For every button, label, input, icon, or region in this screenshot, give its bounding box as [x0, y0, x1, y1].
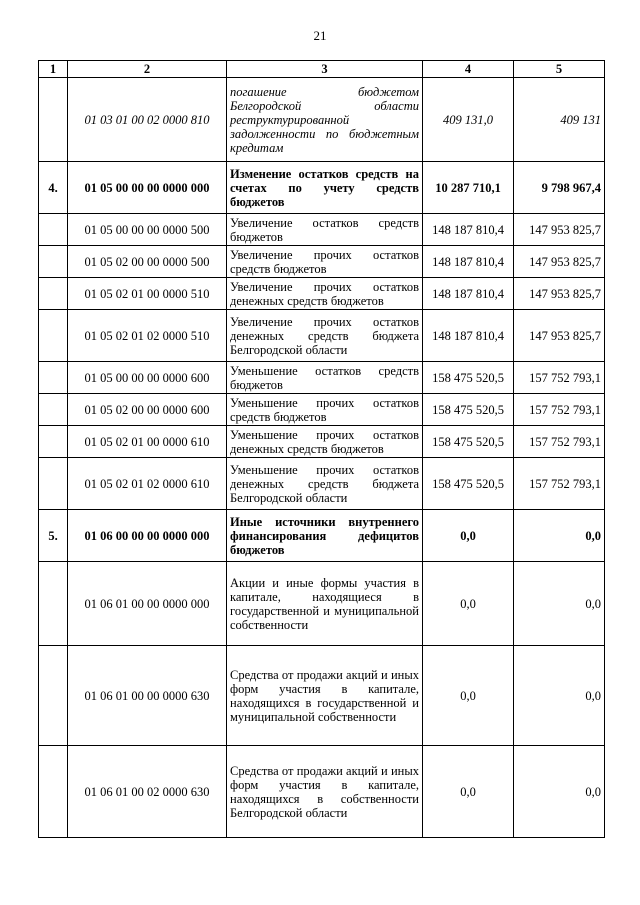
- table-row: [39, 246, 605, 278]
- table-row: [39, 510, 605, 562]
- row-description: Средства от продажи акций и иных форм участия в капитале, находящихся в государственной и муниципальной собственности: [227, 646, 423, 746]
- table-row: [39, 746, 605, 838]
- value-col-4: 158 475 520,5: [423, 458, 514, 510]
- row-number: 5.: [39, 510, 68, 562]
- header-col-5: 5: [514, 61, 605, 78]
- row-number: [39, 746, 68, 838]
- value-col-5: 0,0: [514, 562, 605, 646]
- table-row: [39, 310, 605, 362]
- value-col-5: 157 752 793,1: [514, 458, 605, 510]
- value-col-4: 0,0: [423, 646, 514, 746]
- value-col-5: 409 131: [514, 78, 605, 162]
- header-col-2: 2: [68, 61, 227, 78]
- row-description: Уменьшение остатков средств бюджетов: [227, 362, 423, 394]
- budget-code: 01 05 02 01 00 0000 510: [68, 278, 227, 310]
- budget-code: 01 05 02 00 00 0000 600: [68, 394, 227, 426]
- table-row: [39, 214, 605, 246]
- budget-code: 01 05 02 01 02 0000 510: [68, 310, 227, 362]
- row-description: Иные источники внутреннего финансирования дефицитов бюджетов: [227, 510, 423, 562]
- row-number: [39, 562, 68, 646]
- row-number: [39, 310, 68, 362]
- value-col-4: 148 187 810,4: [423, 310, 514, 362]
- row-description: Уменьшение прочих остатков средств бюджетов: [227, 394, 423, 426]
- value-col-4: 409 131,0: [423, 78, 514, 162]
- table-row: [39, 278, 605, 310]
- value-col-5: 0,0: [514, 646, 605, 746]
- row-description: Средства от продажи акций и иных форм участия в капитале, находящихся в собственности Белгородской области: [227, 746, 423, 838]
- value-col-5: 147 953 825,7: [514, 246, 605, 278]
- value-col-4: 158 475 520,5: [423, 394, 514, 426]
- table-row: [39, 162, 605, 214]
- header-col-3: 3: [227, 61, 423, 78]
- budget-code: 01 05 02 01 00 0000 610: [68, 426, 227, 458]
- budget-code: 01 05 02 01 02 0000 610: [68, 458, 227, 510]
- budget-code: 01 03 01 00 02 0000 810: [68, 78, 227, 162]
- row-number: [39, 426, 68, 458]
- value-col-5: 157 752 793,1: [514, 426, 605, 458]
- table-row: [39, 426, 605, 458]
- value-col-5: 147 953 825,7: [514, 310, 605, 362]
- header-col-4: 4: [423, 61, 514, 78]
- row-description: Уменьшение прочих остатков денежных средств бюджета Белгородской области: [227, 458, 423, 510]
- value-col-5: 157 752 793,1: [514, 394, 605, 426]
- value-col-4: 148 187 810,4: [423, 246, 514, 278]
- budget-code: 01 06 01 00 00 0000 630: [68, 646, 227, 746]
- table-row: [39, 562, 605, 646]
- row-description: Увеличение остатков средств бюджетов: [227, 214, 423, 246]
- value-col-4: 148 187 810,4: [423, 278, 514, 310]
- value-col-4: 10 287 710,1: [423, 162, 514, 214]
- budget-code: 01 06 01 00 00 0000 000: [68, 562, 227, 646]
- budget-code: 01 06 00 00 00 0000 000: [68, 510, 227, 562]
- table-row: [39, 362, 605, 394]
- table-body: [39, 78, 605, 838]
- row-description: Акции и иные формы участия в капитале, находящиеся в государственной и муниципальной собственности: [227, 562, 423, 646]
- table-row: [39, 458, 605, 510]
- row-number: [39, 278, 68, 310]
- value-col-4: 0,0: [423, 562, 514, 646]
- value-col-5: 9 798 967,4: [514, 162, 605, 214]
- budget-code: 01 05 00 00 00 0000 000: [68, 162, 227, 214]
- row-number: [39, 646, 68, 746]
- row-number: 4.: [39, 162, 68, 214]
- table-row: [39, 78, 605, 162]
- row-description: Увеличение прочих остатков денежных средств бюджета Белгородской области: [227, 310, 423, 362]
- row-description: погашение бюджетом Белгородской области реструктурированной задолженности по бюджетным кредитам: [227, 78, 423, 162]
- budget-sources-table: [38, 60, 605, 838]
- value-col-4: 158 475 520,5: [423, 362, 514, 394]
- table-header-row: [39, 61, 605, 78]
- budget-code: 01 05 02 00 00 0000 500: [68, 246, 227, 278]
- value-col-4: 148 187 810,4: [423, 214, 514, 246]
- row-number: [39, 214, 68, 246]
- row-number: [39, 394, 68, 426]
- row-number: [39, 458, 68, 510]
- value-col-5: 157 752 793,1: [514, 362, 605, 394]
- row-number: [39, 362, 68, 394]
- row-description: Уменьшение прочих остатков денежных средств бюджетов: [227, 426, 423, 458]
- table-row: [39, 646, 605, 746]
- row-description: Увеличение прочих остатков средств бюджетов: [227, 246, 423, 278]
- value-col-5: 0,0: [514, 510, 605, 562]
- row-description: Увеличение прочих остатков денежных средств бюджетов: [227, 278, 423, 310]
- value-col-4: 158 475 520,5: [423, 426, 514, 458]
- page-number: 21: [313, 28, 327, 43]
- row-number: [39, 246, 68, 278]
- value-col-5: 147 953 825,7: [514, 214, 605, 246]
- budget-code: 01 06 01 00 02 0000 630: [68, 746, 227, 838]
- header-col-1: 1: [39, 61, 68, 78]
- value-col-4: 0,0: [423, 510, 514, 562]
- budget-code: 01 05 00 00 00 0000 600: [68, 362, 227, 394]
- budget-code: 01 05 00 00 00 0000 500: [68, 214, 227, 246]
- row-number: [39, 78, 68, 162]
- value-col-4: 0,0: [423, 746, 514, 838]
- row-description: Изменение остатков средств на счетах по учету средств бюджетов: [227, 162, 423, 214]
- value-col-5: 0,0: [514, 746, 605, 838]
- table-row: [39, 394, 605, 426]
- value-col-5: 147 953 825,7: [514, 278, 605, 310]
